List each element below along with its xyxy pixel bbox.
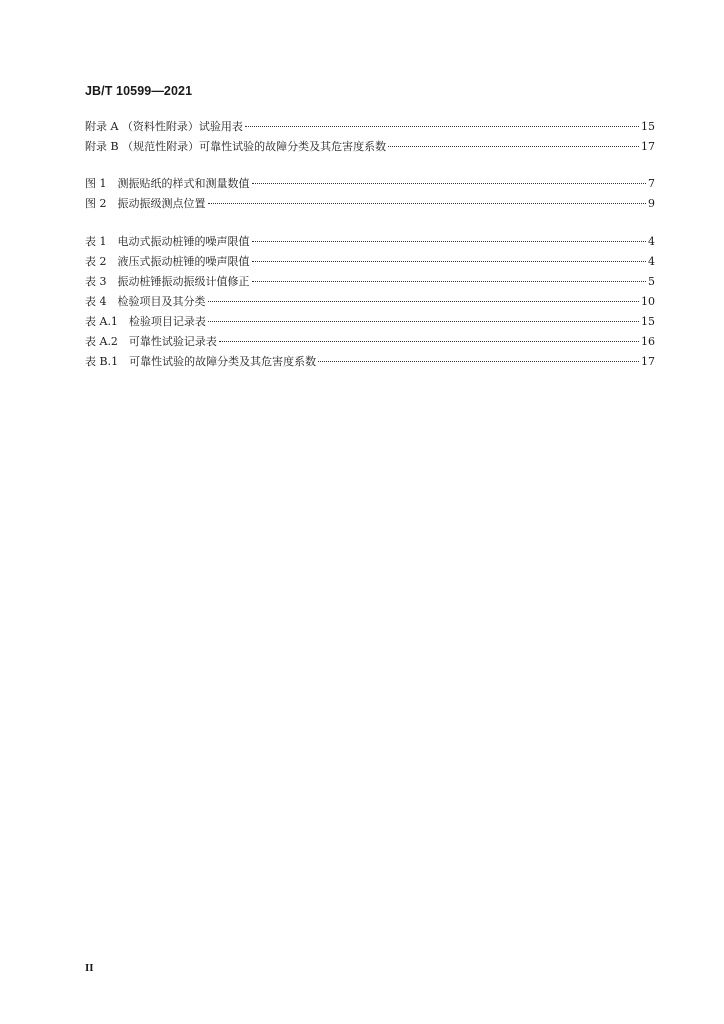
dot-leader [252,281,647,282]
dot-leader [388,146,639,147]
toc-appendices [85,117,655,157]
dot-leader [245,126,639,127]
toc-entry[interactable] [85,117,655,137]
toc-entry-page: 4 [648,235,655,248]
dot-leader [252,261,647,262]
toc-entry[interactable] [85,292,655,312]
dot-leader [208,301,640,302]
toc-entry[interactable] [85,194,655,214]
toc-entry[interactable] [85,312,655,332]
toc-entry[interactable] [85,252,655,272]
toc-entry-page: 16 [641,335,655,348]
toc-entry-label: 附录 B （规范性附录）可靠性试验的故障分类及其危害度系数 [85,140,387,153]
document-id-header: JB/T 10599—2021 [85,84,193,98]
toc-entry[interactable] [85,137,655,157]
toc-entry-page: 7 [648,177,655,190]
toc-entry-label: 表 2 液压式振动桩锤的噪声限值 [85,255,250,268]
toc-entry-label: 图 1 测振贴纸的样式和测量数值 [85,177,250,190]
toc-entry-page: 15 [641,315,655,328]
toc-entry-label: 图 2 振动振级测点位置 [85,197,206,210]
toc-entry-page: 17 [641,140,655,153]
toc-entry-label: 表 B.1 可靠性试验的故障分类及其危害度系数 [85,355,317,368]
page-number: II [85,962,94,974]
dot-leader [219,341,639,342]
toc-entry-page: 17 [641,355,655,368]
toc-entry-page: 10 [641,295,655,308]
toc-entry-label: 表 1 电动式振动桩锤的噪声限值 [85,235,250,248]
dot-leader [208,321,639,322]
dot-leader [318,361,639,362]
toc-entry[interactable] [85,232,655,252]
toc-entry-page: 15 [641,120,655,133]
toc-entry-page: 9 [648,197,655,210]
dot-leader [252,241,647,242]
toc-entry[interactable] [85,272,655,292]
toc-entry-label: 附录 A （资料性附录）试验用表 [85,120,243,133]
toc-entry-label: 表 A.2 可靠性试验记录表 [85,335,217,348]
toc-entry-label: 表 4 检验项目及其分类 [85,295,206,308]
toc-entry-page: 4 [648,255,655,268]
toc-entry[interactable] [85,174,655,194]
dot-leader [252,183,647,184]
toc-entry[interactable] [85,352,655,372]
toc-entry-label: 表 A.1 检验项目记录表 [85,315,206,328]
dot-leader [208,203,647,204]
toc-entry-label: 表 3 振动桩锤振动振级计值修正 [85,275,250,288]
toc-entry-page: 5 [648,275,655,288]
toc-tables [85,232,655,372]
toc-entry[interactable] [85,332,655,352]
toc-figures [85,174,655,214]
